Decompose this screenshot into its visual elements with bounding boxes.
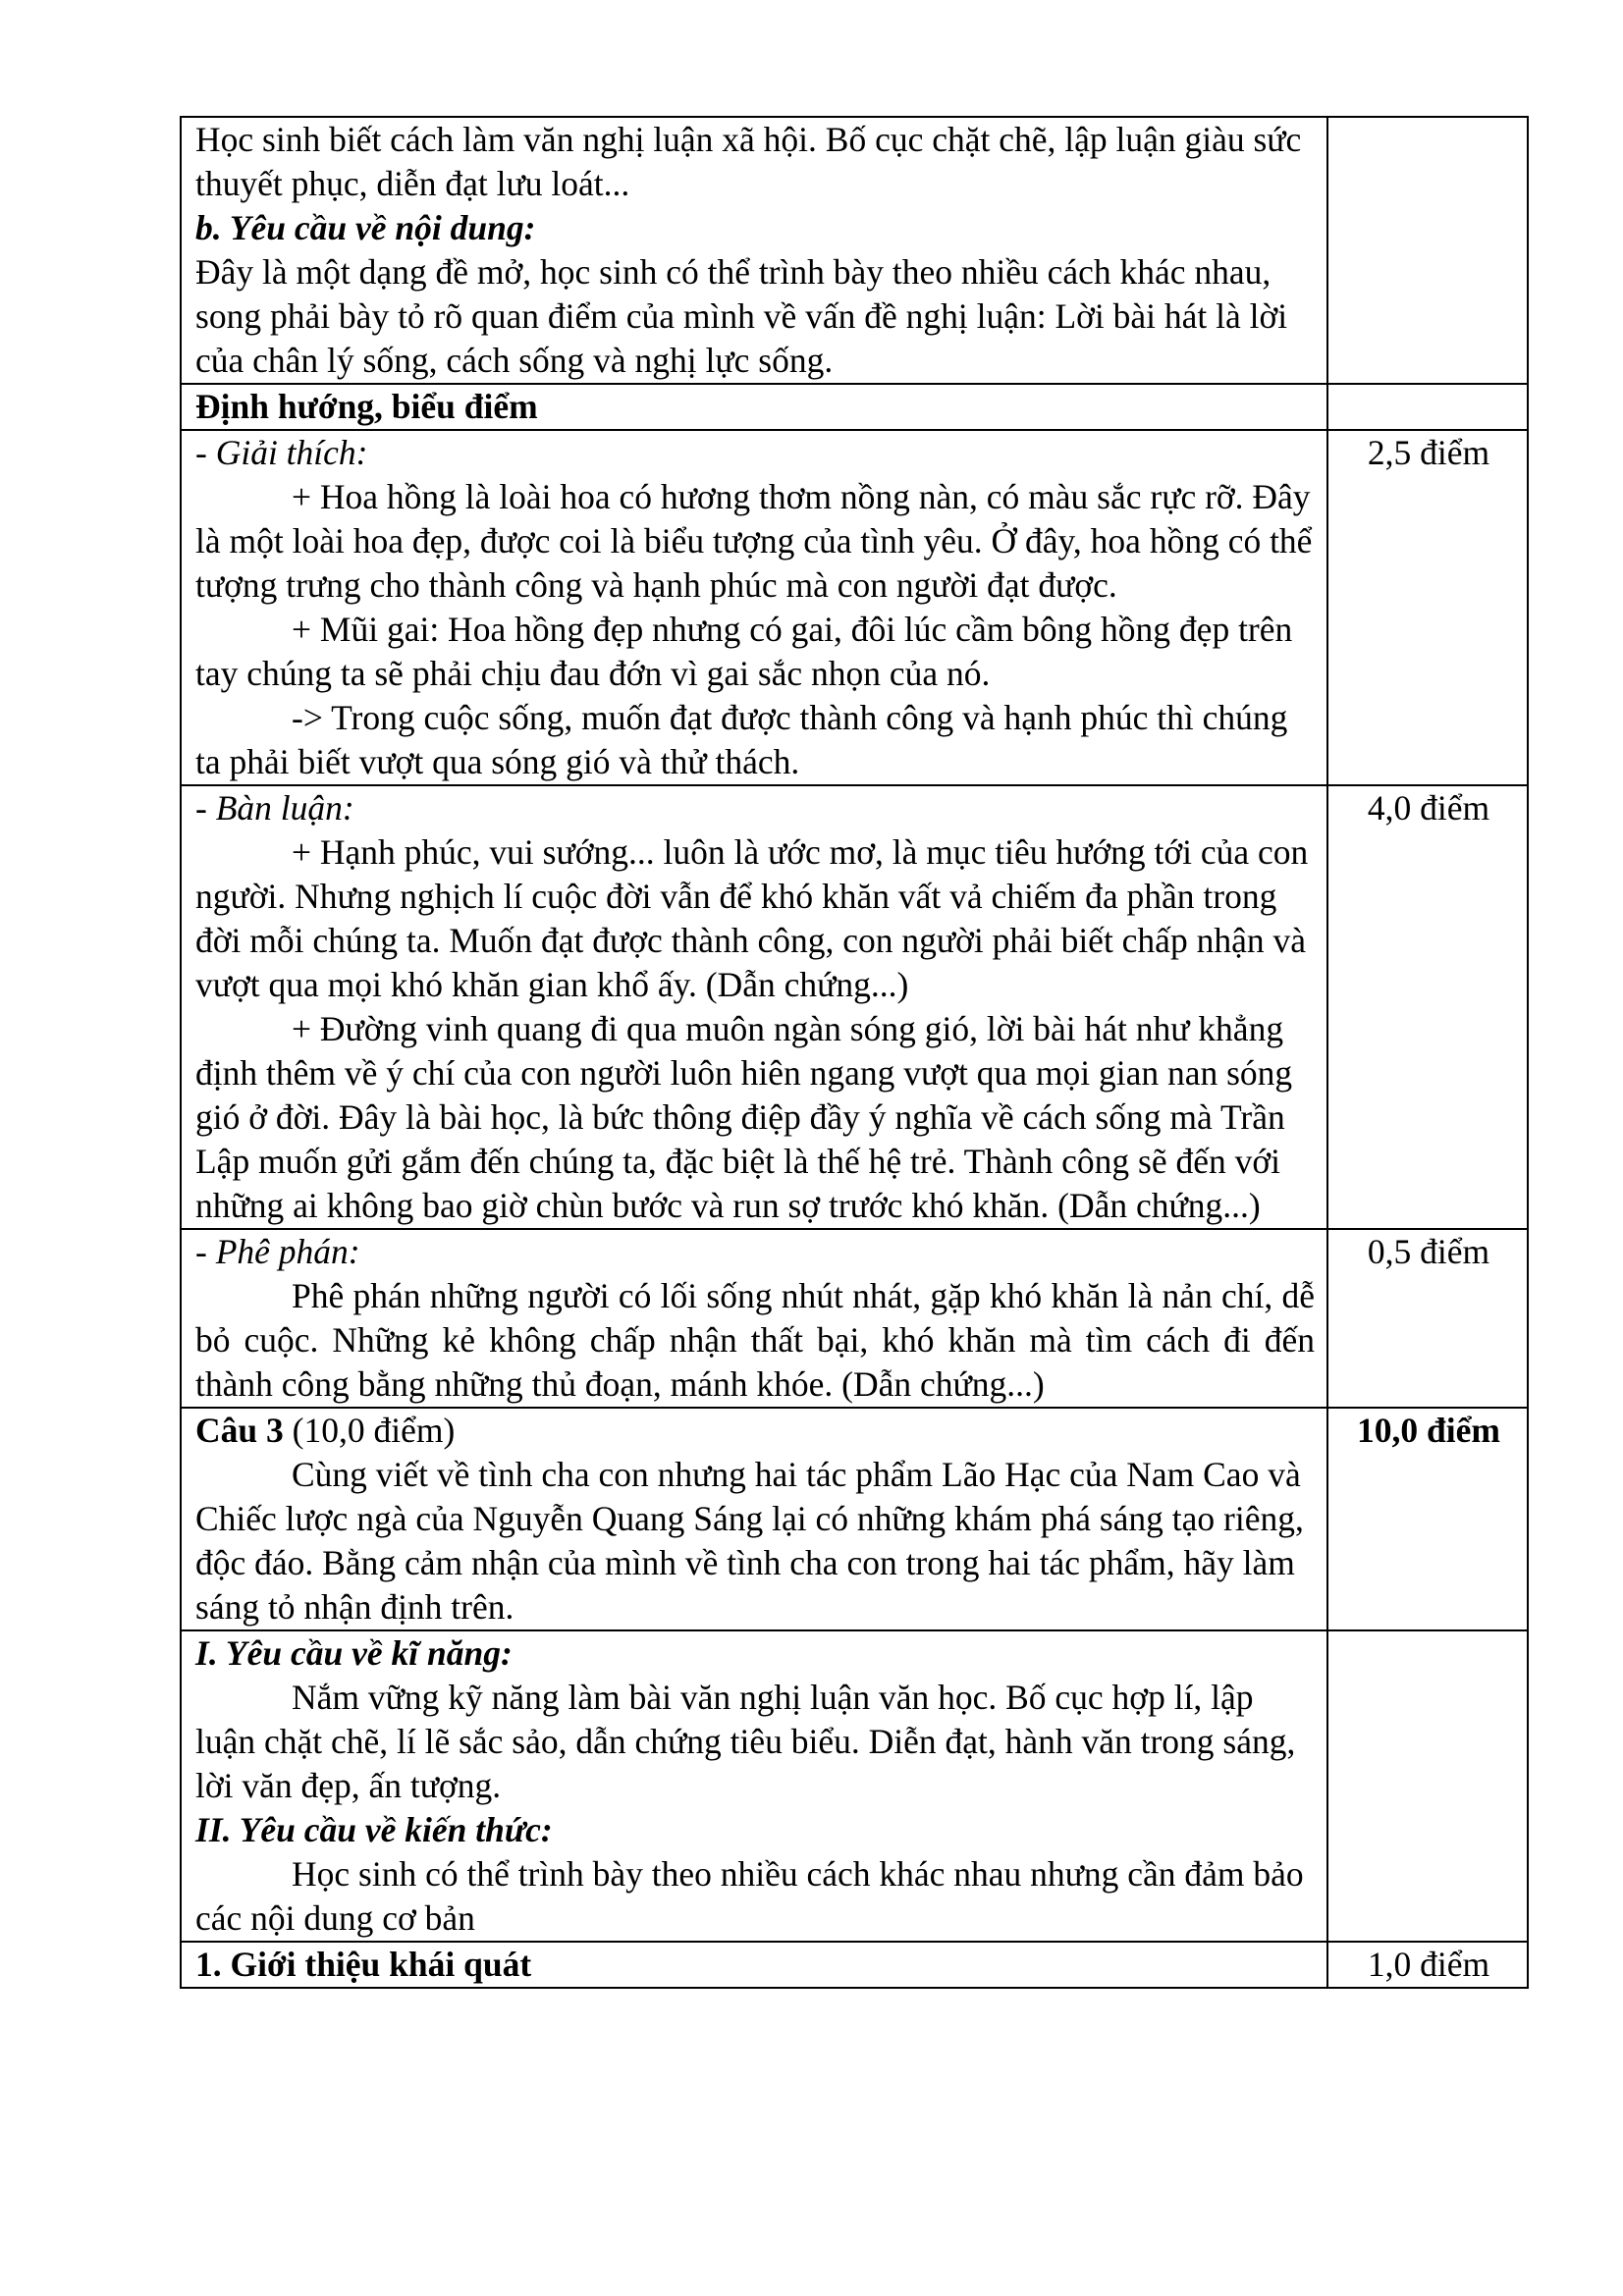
content-requirement-text: Đây là một dạng đề mở, học sinh có thể trình bày theo nhiều cách khác nhau, song phải bày tỏ rõ quan điểm của mình về vấn đề nghị luận: Lời bài hát là lời của chân lý sống, cách sống và nghị lực sống. — [195, 252, 1288, 380]
content-cell — [181, 1630, 1327, 1942]
skill-requirement-text: Học sinh biết cách làm văn nghị luận xã hội. Bố cục chặt chẽ, lập luận giàu sức thuyết phục, diễn đạt lưu loát... — [195, 120, 1302, 203]
table-row — [181, 117, 1528, 384]
points-cell — [1327, 117, 1528, 384]
explain-paragraph: + Hoa hồng là loài hoa có hương thơm nồng nàn, có màu sắc rực rỡ. Đây là một loài hoa đẹp, được coi là biểu tượng của tình yêu. Ở đây, hoa hồng có thể tượng trưng cho thành công và hạnh phúc mà con người đạt được. — [195, 477, 1313, 605]
table-row — [181, 384, 1528, 430]
question-heading — [195, 1409, 1315, 1453]
intro-heading: 1. Giới thiệu khái quát — [195, 1945, 532, 1984]
points-cell: 1,0 điểm — [1327, 1942, 1528, 1988]
table-row — [181, 1408, 1528, 1630]
content-cell — [181, 384, 1327, 430]
knowledge-heading: II. Yêu cầu về kiến thức: — [195, 1810, 553, 1849]
points-cell: 4,0 điểm — [1327, 785, 1528, 1229]
orientation-heading: Định hướng, biểu điểm — [195, 387, 538, 426]
content-cell — [181, 1408, 1327, 1630]
content-cell — [181, 785, 1327, 1229]
discussion-heading: - Bàn luận: — [195, 788, 354, 828]
criticism-heading: - Phê phán: — [195, 1232, 360, 1271]
knowledge-paragraph: Học sinh có thể trình bày theo nhiều cách khác nhau nhưng cần đảm bảo các nội dung cơ bản — [195, 1854, 1304, 1938]
skill-heading: I. Yêu cầu về kĩ năng: — [195, 1633, 513, 1673]
explain-paragraph: + Mũi gai: Hoa hồng đẹp nhưng có gai, đôi lúc cầm bông hồng đẹp trên tay chúng ta sẽ phải chịu đau đớn vì gai sắc nhọn của nó. — [195, 610, 1293, 693]
content-cell — [181, 117, 1327, 384]
discussion-paragraph: + Đường vinh quang đi qua muôn ngàn sóng gió, lời bài hát như khẳng định thêm về ý chí của con người luôn hiên ngang vượt qua mọi gian nan sóng gió ở đời. Đây là bài học, là bức thông điệp đầy ý nghĩa về cách sống mà Trần Lập muốn gửi gắm đến chúng ta, đặc biệt là thế hệ trẻ. Thành công sẽ đến với những ai không bao giờ chùn bước và run sợ trước khó khăn. (Dẫn chứng...) — [195, 1009, 1293, 1225]
table-row — [181, 1229, 1528, 1408]
explain-heading: - Giải thích: — [195, 433, 368, 472]
question-number: Câu 3 — [195, 1411, 284, 1450]
question-text: Cùng viết về tình cha con nhưng hai tác phẩm Lão Hạc của Nam Cao và Chiếc lược ngà của Nguyễn Quang Sáng lại có những khám phá sáng tạo riêng, độc đáo. Bằng cảm nhận của mình về tình cha con trong hai tác phẩm, hãy làm sáng tỏ nhận định trên. — [195, 1455, 1304, 1627]
discussion-paragraph: + Hạnh phúc, vui sướng... luôn là ước mơ, là mục tiêu hướng tới của con người. Nhưng nghịch lí cuộc đời vẫn để khó khăn vất vả chiếm đa phần trong đời mỗi chúng ta. Muốn đạt được thành công, con người phải biết chấp nhận và vượt qua mọi khó khăn gian khổ ấy. (Dẫn chứng...) — [195, 832, 1309, 1004]
table-row — [181, 430, 1528, 785]
question-points-label: (10,0 điểm) — [283, 1411, 456, 1450]
points-cell — [1327, 1630, 1528, 1942]
skill-paragraph: Nắm vững kỹ năng làm bài văn nghị luận văn học. Bố cục hợp lí, lập luận chặt chẽ, lí lẽ sắc sảo, dẫn chứng tiêu biểu. Diễn đạt, hành văn trong sáng, lời văn đẹp, ấn tượng. — [195, 1678, 1296, 1805]
content-cell — [181, 430, 1327, 785]
points-cell: 10,0 điểm — [1327, 1408, 1528, 1630]
points-cell: 0,5 điểm — [1327, 1229, 1528, 1408]
content-cell — [181, 1942, 1327, 1988]
explain-paragraph: -> Trong cuộc sống, muốn đạt được thành công và hạnh phúc thì chúng ta phải biết vượt qua sóng gió và thử thách. — [195, 698, 1288, 781]
table-row — [181, 785, 1528, 1229]
content-cell — [181, 1229, 1327, 1408]
document-page — [180, 116, 1527, 1989]
table-row — [181, 1942, 1528, 1988]
points-cell: 2,5 điểm — [1327, 430, 1528, 785]
criticism-paragraph: Phê phán những người có lối sống nhút nhát, gặp khó khăn là nản chí, dễ bỏ cuộc. Những kẻ không chấp nhận thất bại, khó khăn mà tìm cách đi đến thành công bằng những thủ đoạn, mánh khóe. (Dẫn chứng...) — [195, 1276, 1315, 1404]
table-row — [181, 1630, 1528, 1942]
content-requirement-heading: b. Yêu cầu về nội dung: — [195, 208, 536, 247]
points-cell — [1327, 384, 1528, 430]
grading-rubric-table — [180, 116, 1529, 1989]
